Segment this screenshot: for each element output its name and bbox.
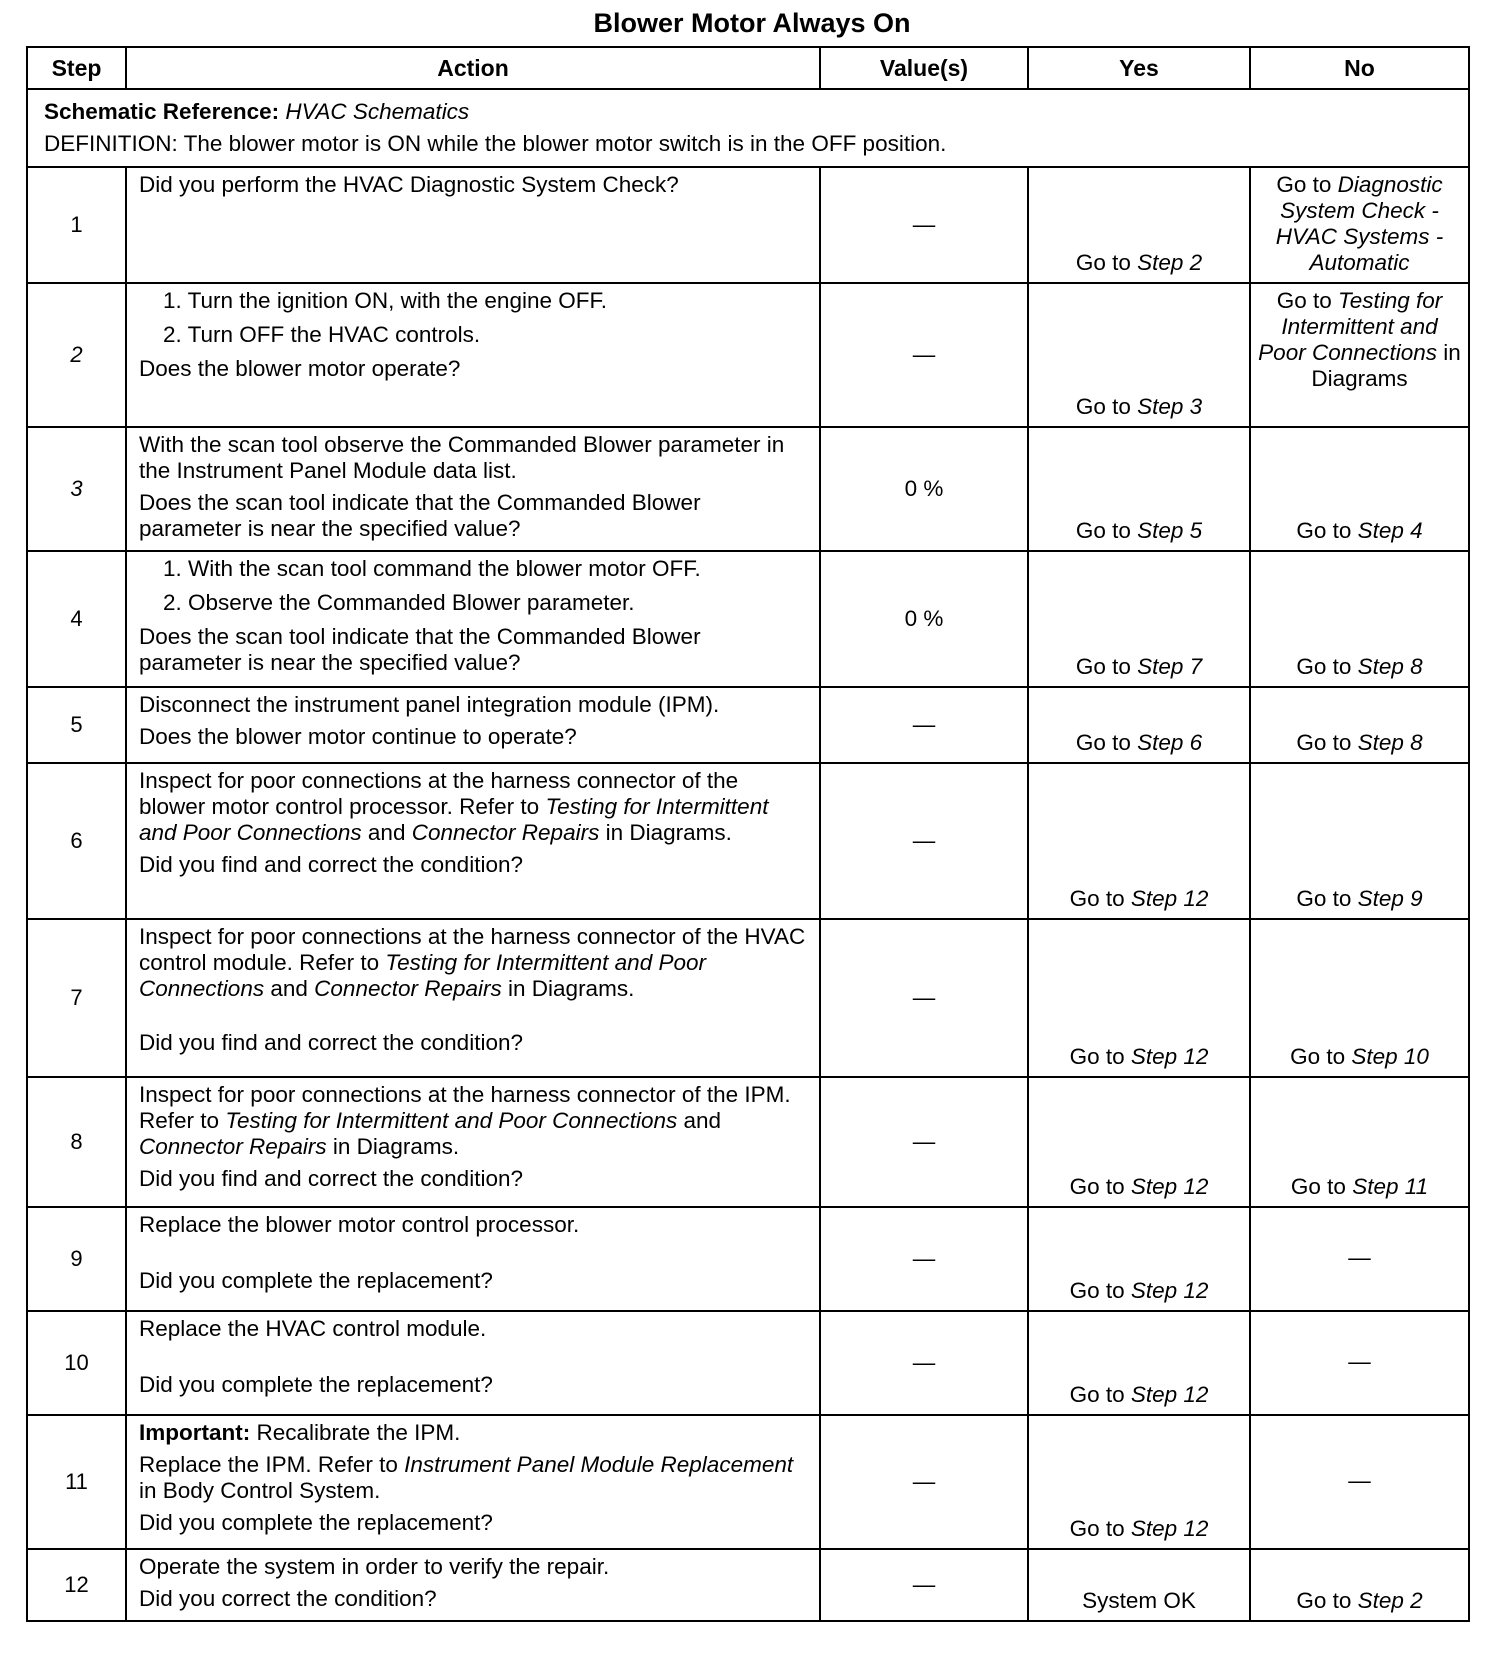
no-cell: — bbox=[1250, 1207, 1469, 1311]
table-row bbox=[27, 687, 1469, 763]
step-number: 3 bbox=[27, 427, 126, 551]
no-link: Step 8 bbox=[1357, 730, 1423, 755]
action-cell bbox=[126, 919, 820, 1077]
step-number: 9 bbox=[27, 1207, 126, 1311]
action-question: Did you complete the replacement? bbox=[139, 1372, 493, 1397]
action-question: Does the blower motor continue to operate? bbox=[139, 724, 577, 749]
value-cell: — bbox=[820, 1311, 1028, 1415]
action-cell bbox=[126, 283, 820, 427]
no-cell: Go to Testing for Intermittent and Poor Connections in Diagrams bbox=[1250, 283, 1469, 427]
yes-link: Step 6 bbox=[1137, 730, 1203, 755]
action-cell bbox=[126, 1077, 820, 1207]
no-link: Diagnostic System Check - HVAC Systems - Automatic bbox=[1275, 172, 1444, 275]
step-number: 8 bbox=[27, 1077, 126, 1207]
table-row bbox=[27, 551, 1469, 687]
header-values: Value(s) bbox=[820, 47, 1028, 89]
action-question: Did you complete the replacement? bbox=[139, 1510, 493, 1535]
value-cell: — bbox=[820, 687, 1028, 763]
action-question: Did you find and correct the condition? bbox=[139, 1166, 523, 1191]
action-cell bbox=[126, 1311, 820, 1415]
table-row bbox=[27, 167, 1469, 283]
yes-link: Step 2 bbox=[1137, 250, 1203, 275]
yes-cell: Go to Step 12 bbox=[1028, 1311, 1250, 1415]
action-list-item: 1. With the scan tool command the blower motor OFF. bbox=[163, 556, 701, 581]
yes-cell: Go to Step 12 bbox=[1028, 1415, 1250, 1549]
header-no: No bbox=[1250, 47, 1469, 89]
action-cell bbox=[126, 167, 820, 283]
table-row bbox=[27, 1207, 1469, 1311]
yes-cell: System OK bbox=[1028, 1549, 1250, 1621]
action-question: Did you complete the replacement? bbox=[139, 1268, 493, 1293]
yes-cell: Go to Step 6 bbox=[1028, 687, 1250, 763]
action-text: Inspect for poor connections at the harness connector of the HVAC control module. Refer to Testing for Intermittent and Poor Connections and Connector Repairs in Diagrams. bbox=[139, 924, 806, 1001]
definition-text: DEFINITION: The blower motor is ON while the blower motor switch is in the OFF position. bbox=[44, 131, 947, 156]
action-question: Does the blower motor operate? bbox=[139, 356, 461, 381]
value-cell: 0 % bbox=[820, 551, 1028, 687]
yes-link: Step 7 bbox=[1137, 654, 1203, 679]
value-cell: — bbox=[820, 1549, 1028, 1621]
yes-link: Step 12 bbox=[1130, 1174, 1209, 1199]
no-cell: Go to Step 8 bbox=[1250, 551, 1469, 687]
yes-cell: Go to Step 12 bbox=[1028, 1077, 1250, 1207]
value-cell: — bbox=[820, 1207, 1028, 1311]
action-text: Replace the HVAC control module. bbox=[139, 1316, 487, 1341]
value-cell: — bbox=[820, 919, 1028, 1077]
no-cell: Go to Step 10 bbox=[1250, 919, 1469, 1077]
yes-link: Step 12 bbox=[1130, 1278, 1209, 1303]
no-link: Step 4 bbox=[1357, 518, 1423, 543]
action-question: Did you perform the HVAC Diagnostic System Check? bbox=[139, 172, 679, 197]
yes-cell: Go to Step 12 bbox=[1028, 1207, 1250, 1311]
no-link: Step 11 bbox=[1352, 1174, 1429, 1199]
action-question: Did you find and correct the condition? bbox=[139, 1030, 523, 1055]
step-number: 6 bbox=[27, 763, 126, 919]
yes-link: Step 12 bbox=[1130, 1382, 1209, 1407]
no-cell: Go to Diagnostic System Check - HVAC Systems - Automatic bbox=[1250, 167, 1469, 283]
schematic-cell bbox=[27, 89, 1469, 167]
step-number: 5 bbox=[27, 687, 126, 763]
page-title: Blower Motor Always On bbox=[593, 8, 911, 38]
table-row bbox=[27, 1077, 1469, 1207]
step-number: 10 bbox=[27, 1311, 126, 1415]
no-cell: — bbox=[1250, 1415, 1469, 1549]
value-cell: — bbox=[820, 283, 1028, 427]
action-question: Did you find and correct the condition? bbox=[139, 852, 523, 877]
table-row bbox=[27, 1415, 1469, 1549]
yes-link: Step 12 bbox=[1130, 1044, 1209, 1069]
action-question: Does the scan tool indicate that the Commanded Blower parameter is near the specified value? bbox=[139, 624, 701, 675]
schematic-label: Schematic Reference: bbox=[44, 99, 280, 124]
step-number: 11 bbox=[27, 1415, 126, 1549]
yes-cell: Go to Step 12 bbox=[1028, 763, 1250, 919]
action-cell bbox=[126, 1207, 820, 1311]
action-question: Does the scan tool indicate that the Commanded Blower parameter is near the specified value? bbox=[139, 490, 701, 541]
action-text: Disconnect the instrument panel integration module (IPM). bbox=[139, 692, 720, 717]
schematic-ref: HVAC Schematics bbox=[285, 99, 470, 124]
header-step: Step bbox=[27, 47, 126, 89]
step-number: 2 bbox=[27, 283, 126, 427]
action-cell bbox=[126, 427, 820, 551]
table-row bbox=[27, 763, 1469, 919]
value-cell: — bbox=[820, 1077, 1028, 1207]
action-list-item: 2. Turn OFF the HVAC controls. bbox=[163, 322, 481, 347]
yes-cell: Go to Step 3 bbox=[1028, 283, 1250, 427]
no-link: Step 10 bbox=[1351, 1044, 1429, 1069]
action-text: Replace the IPM. Refer to Instrument Panel Module Replacement in Body Control System. bbox=[139, 1452, 794, 1503]
yes-link: Step 3 bbox=[1137, 394, 1203, 419]
no-link: Step 9 bbox=[1357, 886, 1423, 911]
yes-link: Step 12 bbox=[1130, 886, 1209, 911]
value-cell: — bbox=[820, 167, 1028, 283]
action-cell bbox=[126, 1415, 820, 1549]
yes-cell: Go to Step 12 bbox=[1028, 919, 1250, 1077]
no-cell: Go to Step 8 bbox=[1250, 687, 1469, 763]
step-number: 7 bbox=[27, 919, 126, 1077]
table-row bbox=[27, 1549, 1469, 1621]
header-yes: Yes bbox=[1028, 47, 1250, 89]
value-cell: 0 % bbox=[820, 427, 1028, 551]
action-cell bbox=[126, 551, 820, 687]
yes-link: Step 12 bbox=[1130, 1516, 1209, 1541]
schematic-row bbox=[27, 89, 1469, 167]
value-cell: — bbox=[820, 1415, 1028, 1549]
no-cell: Go to Step 9 bbox=[1250, 763, 1469, 919]
no-link: Testing for Intermittent and Poor Connections bbox=[1258, 288, 1443, 365]
action-cell bbox=[126, 687, 820, 763]
step-number: 1 bbox=[27, 167, 126, 283]
action-cell bbox=[126, 1549, 820, 1621]
no-cell: Go to Step 4 bbox=[1250, 427, 1469, 551]
yes-cell: Go to Step 7 bbox=[1028, 551, 1250, 687]
action-text: Operate the system in order to verify the repair. bbox=[139, 1554, 610, 1579]
diagnostic-table bbox=[26, 46, 1470, 1622]
step-number: 4 bbox=[27, 551, 126, 687]
table-row bbox=[27, 283, 1469, 427]
action-text: Inspect for poor connections at the harness connector of the IPM. Refer to Testing for Intermittent and Poor Connections and Connector Repairs in Diagrams. bbox=[139, 1082, 791, 1159]
important-note: Important: Recalibrate the IPM. bbox=[139, 1420, 461, 1445]
header-action: Action bbox=[126, 47, 820, 89]
action-list-item: 2. Observe the Commanded Blower parameter. bbox=[163, 590, 635, 615]
value-cell: — bbox=[820, 763, 1028, 919]
yes-cell: Go to Step 2 bbox=[1028, 167, 1250, 283]
header-row bbox=[27, 47, 1469, 89]
yes-link: Step 5 bbox=[1137, 518, 1203, 543]
yes-cell: Go to Step 5 bbox=[1028, 427, 1250, 551]
table-row bbox=[27, 427, 1469, 551]
no-cell: Go to Step 11 bbox=[1250, 1077, 1469, 1207]
no-link: Step 8 bbox=[1357, 654, 1423, 679]
action-text: With the scan tool observe the Commanded Blower parameter in the Instrument Panel Module data list. bbox=[139, 432, 785, 483]
step-number: 12 bbox=[27, 1549, 126, 1621]
action-text: Replace the blower motor control processor. bbox=[139, 1212, 580, 1237]
table-row bbox=[27, 919, 1469, 1077]
action-cell bbox=[126, 763, 820, 919]
action-question: Did you correct the condition? bbox=[139, 1586, 437, 1611]
action-list-item: 1. Turn the ignition ON, with the engine OFF. bbox=[163, 288, 607, 313]
no-link: Step 2 bbox=[1357, 1588, 1423, 1613]
no-cell: — bbox=[1250, 1311, 1469, 1415]
action-text: Inspect for poor connections at the harness connector of the blower motor control processor. Refer to Testing for Intermittent and Poor Connections and Connector Repairs in Diagrams. bbox=[139, 768, 769, 845]
table-row bbox=[27, 1311, 1469, 1415]
no-cell: Go to Step 2 bbox=[1250, 1549, 1469, 1621]
